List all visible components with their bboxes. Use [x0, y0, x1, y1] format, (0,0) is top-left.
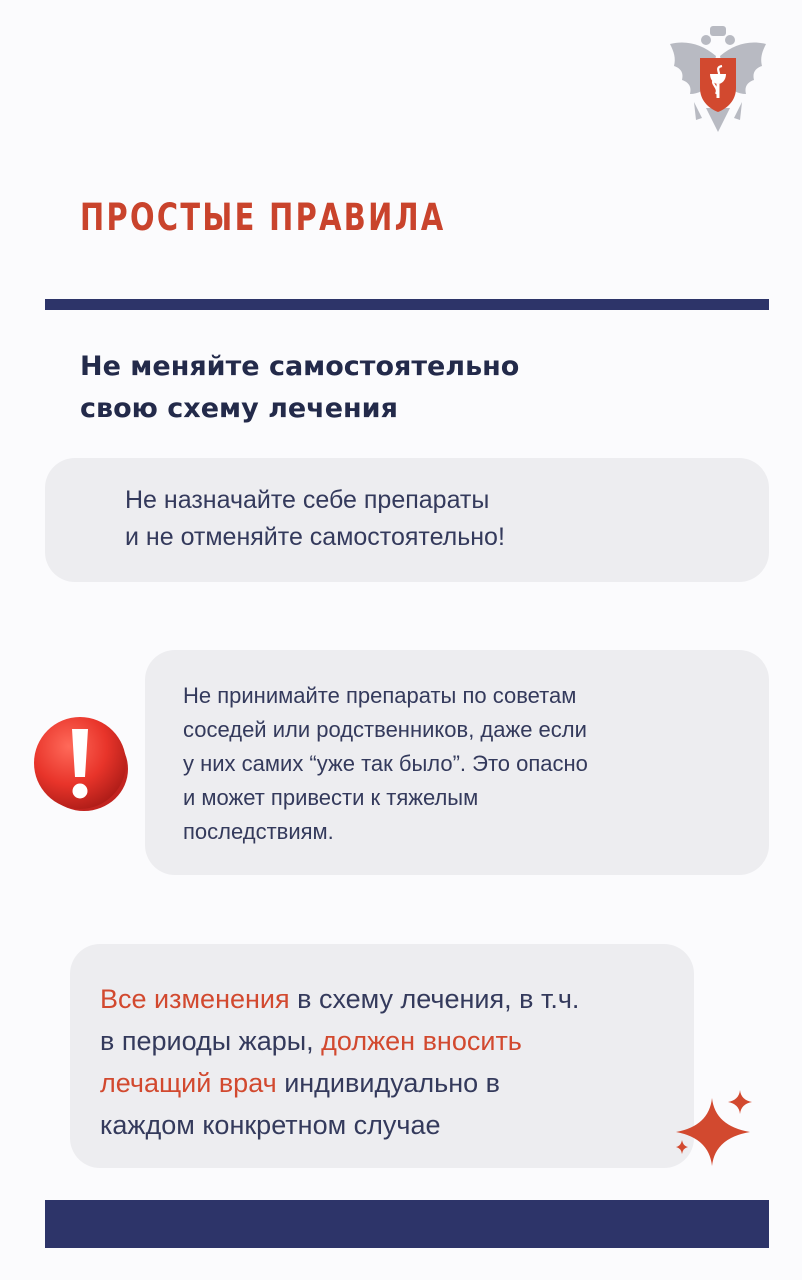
card-text: в периоды жары, — [100, 1026, 322, 1056]
section-heading-line: Не меняйте самостоятельно — [80, 351, 520, 382]
card-text-line: последствиям. — [183, 819, 334, 844]
card-text-line: соседей или родственников, даже если — [183, 717, 587, 742]
section-heading-line: свою схему лечения — [80, 393, 398, 424]
page-title: ПРОСТЫЕ ПРАВИЛА — [80, 196, 446, 239]
highlighted-text: должен вносить — [321, 1026, 522, 1056]
rule-card-doctor — [70, 944, 694, 1168]
card-text-line: и не отменяйте самостоятельно! — [125, 523, 505, 551]
card-text-line: Не назначайте себе препараты — [125, 486, 490, 514]
card-text: каждом конкретном случае — [100, 1110, 441, 1140]
card-text-line — [100, 1020, 694, 1062]
bottom-footer-bar — [45, 1200, 769, 1248]
card-text: в схему лечения, в т.ч. — [289, 984, 580, 1014]
highlighted-text: лечащий врач — [100, 1068, 277, 1098]
card-text-line: и может привести к тяжелым — [183, 785, 479, 810]
card-text-line — [100, 1062, 694, 1104]
card-text-line — [100, 1104, 694, 1146]
rule-card-advice — [145, 650, 769, 875]
top-divider — [45, 299, 769, 310]
section-heading — [80, 346, 519, 430]
ministry-of-health-emblem-icon — [666, 22, 770, 138]
exclamation-alert-icon — [32, 711, 130, 815]
card-text-line: у них самих “уже так было”. Это опасно — [183, 751, 588, 776]
sparkle-icon — [672, 1084, 764, 1176]
card-text-line — [100, 978, 694, 1020]
rule-card-self-medication — [45, 458, 769, 582]
highlighted-text: Все изменения — [100, 984, 290, 1014]
card-text: индивидуально в — [276, 1068, 501, 1098]
card-text-line: Не принимайте препараты по советам — [183, 683, 577, 708]
